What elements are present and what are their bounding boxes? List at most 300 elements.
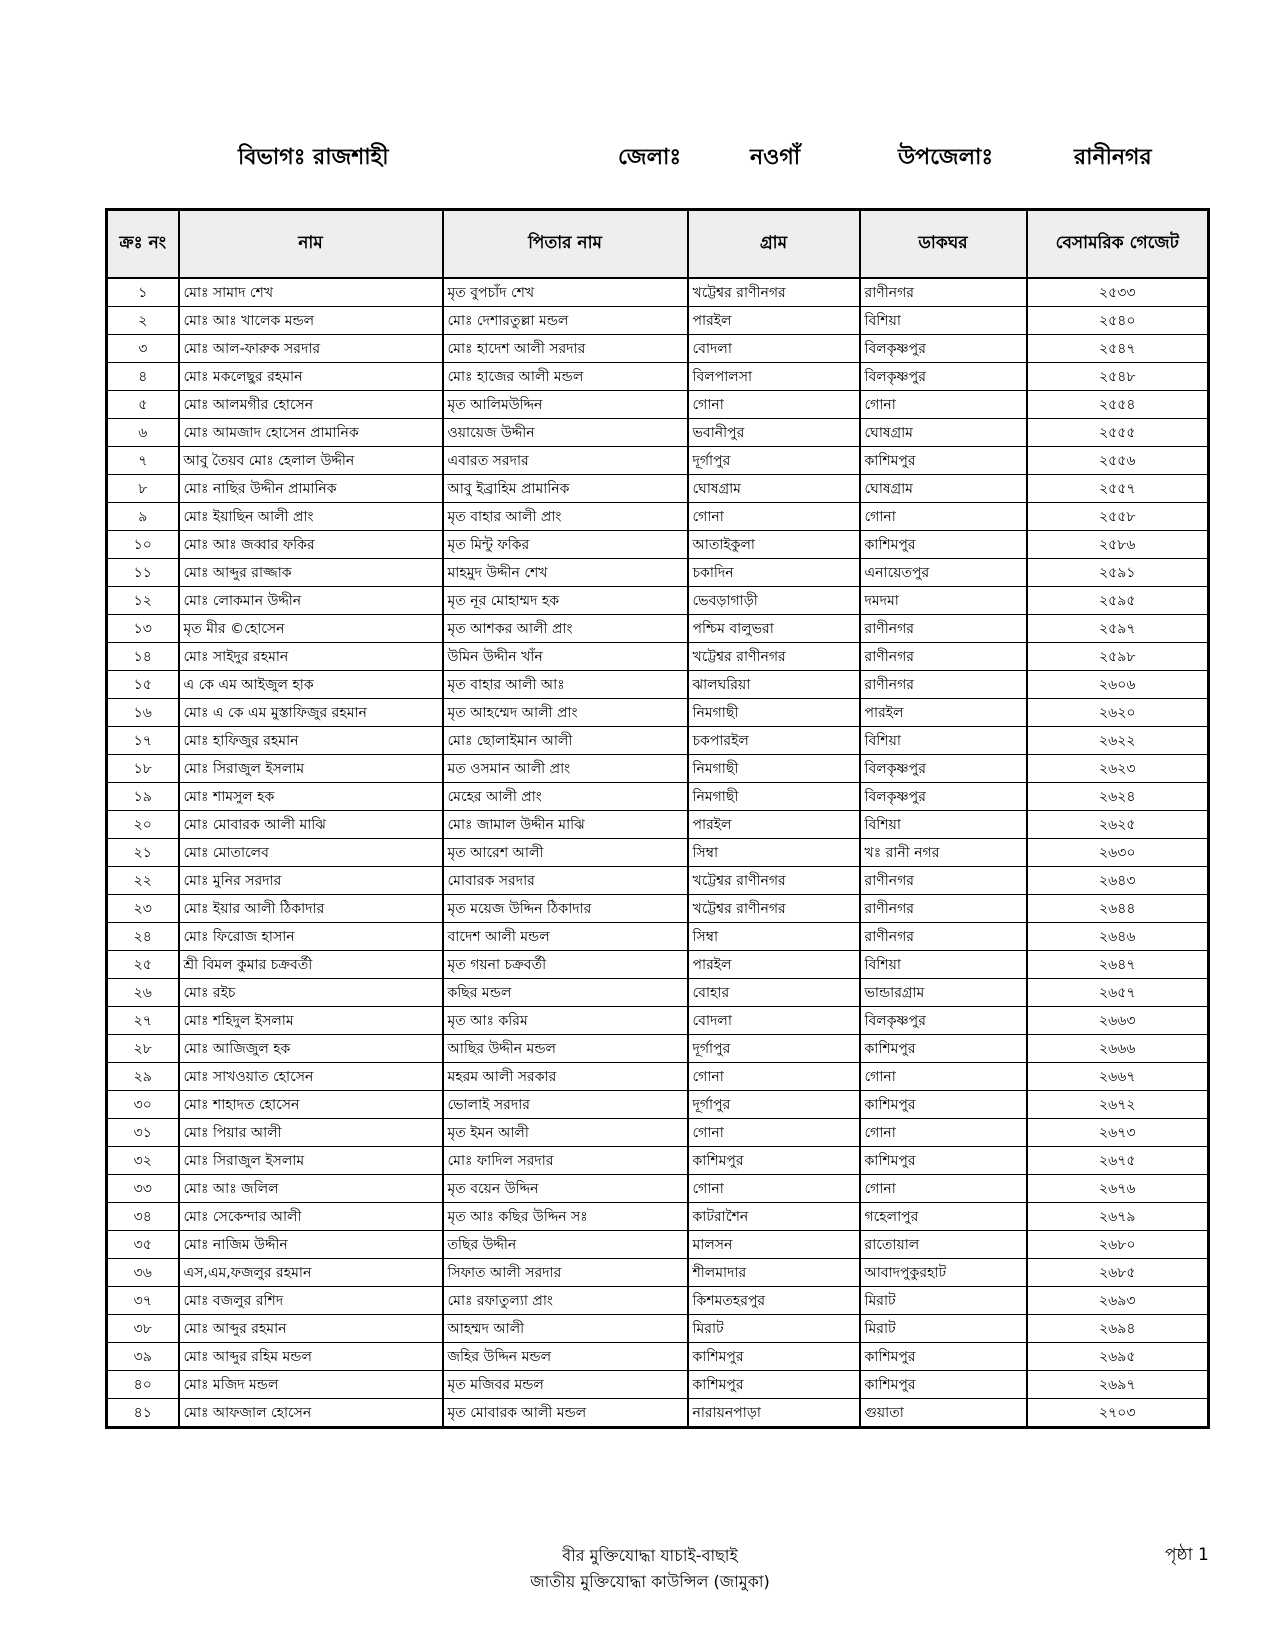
post-office-cell: বিলকৃষ্ণপুর [860,1007,1027,1035]
father-name-cell: মৃত বুপচাঁদ শেখ [443,278,688,307]
table-row [107,1343,1209,1371]
name-cell: মোঃ আঃ জব্বার ফকির [179,531,443,559]
table-row [107,1147,1209,1175]
gazette-cell: ২৫৫৫ [1027,419,1209,447]
name-cell: মোঃ সামাদ শেখ [179,278,443,307]
serial-cell: ২৭ [107,1007,179,1035]
table-row [107,559,1209,587]
table-row [107,391,1209,419]
table-row [107,755,1209,783]
serial-cell: ২৯ [107,1063,179,1091]
gazette-cell: ২৫৫৪ [1027,391,1209,419]
post-office-cell: ঘোষগ্রাম [860,475,1027,503]
col-name-header: নাম [179,210,443,279]
table-row [107,531,1209,559]
father-name-cell: আবু ইব্রাহিম প্রামানিক [443,475,688,503]
gazette-cell: ২৫৯৮ [1027,643,1209,671]
gazette-cell: ২৬৫৭ [1027,979,1209,1007]
father-name-cell: মৃত আরেশ আলী [443,839,688,867]
gazette-cell: ২৬৭৩ [1027,1119,1209,1147]
name-cell: এস,এম,ফজলুর রহমান [179,1259,443,1287]
name-cell: মোঃ শামসুল হক [179,783,443,811]
post-office-cell: কাশিমপুর [860,447,1027,475]
gazette-cell: ২৫৯৭ [1027,615,1209,643]
name-cell: মোঃ সিরাজুল ইসলাম [179,1147,443,1175]
gazette-cell: ২৫৫৮ [1027,503,1209,531]
serial-cell: ১১ [107,559,179,587]
village-cell: কাশিমপুর [688,1343,860,1371]
post-office-cell: এনায়েতপুর [860,559,1027,587]
name-cell: মোঃ ইয়ার আলী ঠিকাদার [179,895,443,923]
father-name-cell: মৃত গয়না চক্রবর্তী [443,951,688,979]
serial-cell: ৮ [107,475,179,503]
father-name-cell: ওয়ায়েজ উদ্দীন [443,419,688,447]
table-row [107,727,1209,755]
father-name-cell: জহির উদ্দিন মন্ডল [443,1343,688,1371]
father-name-cell: তছির উদ্দীন [443,1231,688,1259]
name-cell: মৃত মীর ©হোসেন [179,615,443,643]
village-cell: বিলপালসা [688,363,860,391]
gazette-cell: ২৬৩০ [1027,839,1209,867]
gazette-cell: ২৬২৪ [1027,783,1209,811]
serial-cell: ২৬ [107,979,179,1007]
village-cell: চকাদিন [688,559,860,587]
name-cell: মোঃ সাখওয়াত হোসেন [179,1063,443,1091]
name-cell: মোঃ আব্দুর রহিম মন্ডল [179,1343,443,1371]
post-office-cell: রাণীনগর [860,923,1027,951]
father-name-cell: মেহের আলী প্রাং [443,783,688,811]
post-office-cell: গুয়াতা [860,1399,1027,1428]
name-cell: মোঃ আঃ খালেক মন্ডল [179,307,443,335]
gazette-cell: ২৫৯১ [1027,559,1209,587]
col-post-office-header: ডাকঘর [860,210,1027,279]
serial-cell: ১৭ [107,727,179,755]
father-name-cell: মৃত মোবারক আলী মন্ডল [443,1399,688,1428]
gazette-cell: ২৫৮৬ [1027,531,1209,559]
serial-cell: ৯ [107,503,179,531]
village-cell: সিম্বা [688,839,860,867]
name-cell: মোঃ মোতালেব [179,839,443,867]
post-office-cell: বিশিয়া [860,727,1027,755]
name-cell: মোঃ আব্দুর রাজ্জাক [179,559,443,587]
name-cell: আবু তৈয়ব মোঃ হেলাল উদ্দীন [179,447,443,475]
name-cell: মোঃ ইয়াছিন আলী প্রাং [179,503,443,531]
gazette-cell: ২৬৮০ [1027,1231,1209,1259]
name-cell: মোঃ আজিজুল হক [179,1035,443,1063]
table-row [107,447,1209,475]
name-cell: মোঃ এ কে এম মুস্তাফিজুর রহমান [179,699,443,727]
village-cell: শীলমাদার [688,1259,860,1287]
post-office-cell: বিশিয়া [860,811,1027,839]
serial-cell: ৩৮ [107,1315,179,1343]
father-name-cell: মহরম আলী সরকার [443,1063,688,1091]
name-cell: মোঃ আঃ জলিল [179,1175,443,1203]
name-cell: এ কে এম আইজুল হাক [179,671,443,699]
name-cell: মোঃ আব্দুর রহমান [179,1315,443,1343]
name-cell: মোঃ সাইদুর রহমান [179,643,443,671]
gazette-cell: ২৫৪০ [1027,307,1209,335]
name-cell: মোঃ লোকমান উদ্দীন [179,587,443,615]
table-row [107,923,1209,951]
name-cell: মোঃ আমজাদ হোসেন প্রামানিক [179,419,443,447]
village-cell: খট্টেশ্বর রাণীনগর [688,278,860,307]
post-office-cell: গহেলাপুর [860,1203,1027,1231]
table-row [107,1315,1209,1343]
serial-cell: ২১ [107,839,179,867]
village-cell: খট্টেশ্বর রাণীনগর [688,643,860,671]
father-name-cell: মোঃ রফাতুল্যা প্রাং [443,1287,688,1315]
serial-cell: ২৩ [107,895,179,923]
father-name-cell: মোঃ জামাল উদ্দীন মাঝি [443,811,688,839]
post-office-cell: খঃ রানী নগর [860,839,1027,867]
footer-line-2: জাতীয় মুক্তিযোদ্ধা কাউন্সিল (জামুকা) [530,1572,770,1591]
father-name-cell: আহম্মদ আলী [443,1315,688,1343]
post-office-cell: গোনা [860,1119,1027,1147]
footer [450,1543,850,1595]
table-row [107,1091,1209,1119]
name-cell: মোঃ বজলুর রশিদ [179,1287,443,1315]
father-name-cell: মৃত ময়েজ উদ্দিন ঠিকাদার [443,895,688,923]
post-office-cell: রাণীনগর [860,643,1027,671]
father-name-cell: মৃত আশকর আলী প্রাং [443,615,688,643]
serial-cell: ১ [107,278,179,307]
post-office-cell: রাণীনগর [860,671,1027,699]
name-cell: মোঃ শহিদুল ইসলাম [179,1007,443,1035]
father-name-cell: মত ওসমান আলী প্রাং [443,755,688,783]
father-name-cell: মৃত আহম্মেদ আলী প্রাং [443,699,688,727]
father-name-cell: এবারত সরদার [443,447,688,475]
village-cell: চকপারইল [688,727,860,755]
gazette-cell: ২৬৭৬ [1027,1175,1209,1203]
table-row [107,475,1209,503]
village-cell: ভবানীপুর [688,419,860,447]
village-cell: বোদলা [688,335,860,363]
village-cell: কাশিমপুর [688,1371,860,1399]
gazette-cell: ২৫৫৬ [1027,447,1209,475]
name-cell: মোঃ আফজাল হোসেন [179,1399,443,1428]
gazette-cell: ২৬২৫ [1027,811,1209,839]
serial-cell: ১৬ [107,699,179,727]
serial-cell: ৩৪ [107,1203,179,1231]
table-row [107,1035,1209,1063]
table-row [107,1203,1209,1231]
gazette-cell: ২৫৪৮ [1027,363,1209,391]
post-office-cell: বিশিয়া [860,951,1027,979]
col-village-header: গ্রাম [688,210,860,279]
table-row [107,671,1209,699]
name-cell: মোঃ ফিরোজ হাসান [179,923,443,951]
village-cell: পারইল [688,307,860,335]
table-row [107,335,1209,363]
village-cell: পারইল [688,811,860,839]
name-cell: মোঃ আল-ফারুক সরদার [179,335,443,363]
name-cell: মোঃ পিয়ার আলী [179,1119,443,1147]
father-name-cell: ভোলাই সরদার [443,1091,688,1119]
serial-cell: ৪১ [107,1399,179,1428]
table-row [107,503,1209,531]
serial-cell: ১৯ [107,783,179,811]
serial-cell: ৩১ [107,1119,179,1147]
gazette-cell: ২৬৪৩ [1027,867,1209,895]
upazila-label: উপজেলাঃ [898,145,994,170]
gazette-cell: ২৫৯৫ [1027,587,1209,615]
post-office-cell: গোনা [860,391,1027,419]
serial-cell: ৫ [107,391,179,419]
village-cell: দূর্গাপুর [688,1091,860,1119]
village-cell: বোহার [688,979,860,1007]
table-row [107,783,1209,811]
father-name-cell: মৃত নূর মোহাম্মদ হক [443,587,688,615]
post-office-cell: বিলকৃষ্ণপুর [860,335,1027,363]
name-cell: মোঃ আলমগীর হোসেন [179,391,443,419]
table-row [107,307,1209,335]
table-row [107,615,1209,643]
post-office-cell: রাণীনগর [860,615,1027,643]
father-name-cell: মৃত আঃ করিম [443,1007,688,1035]
name-cell: মোঃ মুনির সরদার [179,867,443,895]
serial-cell: ৩৩ [107,1175,179,1203]
serial-cell: ৩৯ [107,1343,179,1371]
post-office-cell: বিলকৃষ্ণপুর [860,755,1027,783]
name-cell: মোঃ মকলেছুর রহমান [179,363,443,391]
post-office-cell: রাণীনগর [860,867,1027,895]
village-cell: গোনা [688,503,860,531]
table-row [107,951,1209,979]
col-serial-header: ক্রঃ নং [107,210,179,279]
gazette-cell: ২৬৯৭ [1027,1371,1209,1399]
village-cell: বোদলা [688,1007,860,1035]
village-cell: কিশমতহরপুর [688,1287,860,1315]
table-row [107,811,1209,839]
gazette-cell: ২৬৪৪ [1027,895,1209,923]
post-office-cell: কাশিমপুর [860,1091,1027,1119]
post-office-cell: গোনা [860,503,1027,531]
village-cell: খট্টেশ্বর রাণীনগর [688,867,860,895]
village-cell: গোনা [688,391,860,419]
freedom-fighters-table [105,208,1210,1429]
post-office-cell: কাশিমপুর [860,1147,1027,1175]
village-cell: গোনা [688,1063,860,1091]
father-name-cell: মৃত ইমন আলী [443,1119,688,1147]
village-cell: ঘোষগ্রাম [688,475,860,503]
gazette-cell: ২৬৪৬ [1027,923,1209,951]
village-cell: দূর্গাপুর [688,447,860,475]
table-row [107,1259,1209,1287]
name-cell: মোঃ হাফিজুর রহমান [179,727,443,755]
father-name-cell: মোবারক সরদার [443,867,688,895]
table-header-row [107,210,1209,279]
name-cell: মোঃ মজিদ মন্ডল [179,1371,443,1399]
serial-cell: ২২ [107,867,179,895]
gazette-cell: ২৬৭২ [1027,1091,1209,1119]
name-cell: মোঃ সেকেন্দার আলী [179,1203,443,1231]
table-row [107,699,1209,727]
post-office-cell: মিরাট [860,1287,1027,1315]
table-row [107,1371,1209,1399]
father-name-cell: কছির মন্ডল [443,979,688,1007]
village-cell: নিমগাছী [688,699,860,727]
serial-cell: ১৪ [107,643,179,671]
gazette-cell: ২৬০৬ [1027,671,1209,699]
name-cell: মোঃ মোবারক আলী মাঝি [179,811,443,839]
serial-cell: ১৫ [107,671,179,699]
serial-cell: ৪ [107,363,179,391]
table-row [107,1119,1209,1147]
village-cell: গোনা [688,1119,860,1147]
post-office-cell: কাশিমপুর [860,1035,1027,1063]
father-name-cell: মোঃ ছোলাইমান আলী [443,727,688,755]
gazette-cell: ২৬২৩ [1027,755,1209,783]
serial-cell: ১০ [107,531,179,559]
serial-cell: ২৮ [107,1035,179,1063]
district-value: নওগাঁ [750,145,801,170]
village-cell: মিরাট [688,1315,860,1343]
village-cell: কাটরাশৈন [688,1203,860,1231]
father-name-cell: মোঃ ফাদিল সরদার [443,1147,688,1175]
serial-cell: ২৪ [107,923,179,951]
father-name-cell: মোঃ হাদেশ আলী সরদার [443,335,688,363]
serial-cell: ৩৬ [107,1259,179,1287]
post-office-cell: গোনা [860,1175,1027,1203]
serial-cell: ১৮ [107,755,179,783]
post-office-cell: রাতোয়াল [860,1231,1027,1259]
village-cell: খট্টেশ্বর রাণীনগর [688,895,860,923]
gazette-cell: ২৬৪৭ [1027,951,1209,979]
gazette-cell: ২৬৬৭ [1027,1063,1209,1091]
post-office-cell: রাণীনগর [860,895,1027,923]
serial-cell: ২৫ [107,951,179,979]
gazette-cell: ২৬৮৫ [1027,1259,1209,1287]
division-label: বিভাগঃ রাজশাহী [238,145,389,170]
gazette-cell: ২৬৭৯ [1027,1203,1209,1231]
post-office-cell: ঘোষগ্রাম [860,419,1027,447]
father-name-cell: মৃত মজিবর মন্ডল [443,1371,688,1399]
father-name-cell: বাদেশ আলী মন্ডল [443,923,688,951]
upazila-value: রানীনগর [1074,145,1152,170]
post-office-cell: আবাদপুকুরহাট [860,1259,1027,1287]
table-row [107,895,1209,923]
name-cell: মোঃ রইচ [179,979,443,1007]
table-row [107,363,1209,391]
father-name-cell: মৃত বাহার আলী প্রাং [443,503,688,531]
serial-cell: ৩ [107,335,179,363]
table-row [107,1399,1209,1428]
table-row [107,1287,1209,1315]
village-cell: নিমগাছী [688,755,860,783]
table-row [107,1175,1209,1203]
village-cell: কাশিমপুর [688,1147,860,1175]
page-number: পৃষ্ঠা 1 [1165,1545,1209,1565]
district-label: জেলাঃ [618,145,682,170]
post-office-cell: বিলকৃষ্ণপুর [860,783,1027,811]
post-office-cell: বিশিয়া [860,307,1027,335]
serial-cell: ৩২ [107,1147,179,1175]
post-office-cell: বিলকৃষ্ণপুর [860,363,1027,391]
father-name-cell: মোঃ দেশারতুল্লা মন্ডল [443,307,688,335]
col-civil-gazette-header: বেসামরিক গেজেট [1027,210,1209,279]
gazette-cell: ২৫৫৭ [1027,475,1209,503]
serial-cell: ২০ [107,811,179,839]
post-office-cell: কাশিমপুর [860,1343,1027,1371]
serial-cell: ২ [107,307,179,335]
gazette-cell: ২৬৯৪ [1027,1315,1209,1343]
serial-cell: ৩৫ [107,1231,179,1259]
post-office-cell: কাশিমপুর [860,531,1027,559]
table-row [107,587,1209,615]
father-name-cell: সিফাত আলী সরদার [443,1259,688,1287]
post-office-cell: মিরাট [860,1315,1027,1343]
father-name-cell: মৃত আঃ কছির উদ্দিন সঃ [443,1203,688,1231]
village-cell: সিম্বা [688,923,860,951]
table-row [107,839,1209,867]
post-office-cell: রাণীনগর [860,278,1027,307]
name-cell: শ্রী বিমল কুমার চক্রবর্তী [179,951,443,979]
father-name-cell: মাহমুদ উদ্দীন শেখ [443,559,688,587]
gazette-cell: ২৬৯৩ [1027,1287,1209,1315]
serial-cell: ১৩ [107,615,179,643]
village-cell: পশ্চিম বালুভরা [688,615,860,643]
table-row [107,643,1209,671]
village-cell: মালসন [688,1231,860,1259]
post-office-cell: গোনা [860,1063,1027,1091]
gazette-cell: ২৫৩৩ [1027,278,1209,307]
village-cell: ঝালঘরিয়া [688,671,860,699]
table-row [107,867,1209,895]
father-name-cell: মৃত মিন্টু ফকির [443,531,688,559]
name-cell: মোঃ শাহাদত হোসেন [179,1091,443,1119]
name-cell: মোঃ নাজিম উদ্দীন [179,1231,443,1259]
serial-cell: ৩০ [107,1091,179,1119]
post-office-cell: কাশিমপুর [860,1371,1027,1399]
gazette-cell: ২৫৪৭ [1027,335,1209,363]
father-name-cell: আছির উদ্দীন মন্ডল [443,1035,688,1063]
gazette-cell: ২৭০৩ [1027,1399,1209,1428]
post-office-cell: দমদমা [860,587,1027,615]
gazette-cell: ২৬২০ [1027,699,1209,727]
table-row [107,979,1209,1007]
father-name-cell: মৃত বাহার আলী আঃ [443,671,688,699]
village-cell: পারইল [688,951,860,979]
village-cell: ভেবড়াগাড়ী [688,587,860,615]
serial-cell: ৩৭ [107,1287,179,1315]
gazette-cell: ২৬৬৩ [1027,1007,1209,1035]
father-name-cell: মৃত বয়েন উদ্দিন [443,1175,688,1203]
gazette-cell: ২৬৯৫ [1027,1343,1209,1371]
table-row [107,278,1209,307]
name-cell: মোঃ নাছির উদ্দীন প্রামানিক [179,475,443,503]
father-name-cell: উমিন উদ্দীন খাঁন [443,643,688,671]
gazette-cell: ২৬২২ [1027,727,1209,755]
gazette-cell: ২৬৬৬ [1027,1035,1209,1063]
name-cell: মোঃ সিরাজুল ইসলাম [179,755,443,783]
village-cell: নিমগাছী [688,783,860,811]
father-name-cell: মোঃ হাজের আলী মন্ডল [443,363,688,391]
table-row [107,1007,1209,1035]
father-name-cell: মৃত আলিমউদ্দিন [443,391,688,419]
post-office-cell: ভান্ডারগ্রাম [860,979,1027,1007]
serial-cell: ৬ [107,419,179,447]
serial-cell: ৭ [107,447,179,475]
table-row [107,1231,1209,1259]
post-office-cell: পারইল [860,699,1027,727]
village-cell: গোনা [688,1175,860,1203]
village-cell: দূর্গাপুর [688,1035,860,1063]
serial-cell: ৪০ [107,1371,179,1399]
village-cell: নারায়নপাড়া [688,1399,860,1428]
col-father-name-header: পিতার নাম [443,210,688,279]
gazette-cell: ২৬৭৫ [1027,1147,1209,1175]
table-row [107,1063,1209,1091]
